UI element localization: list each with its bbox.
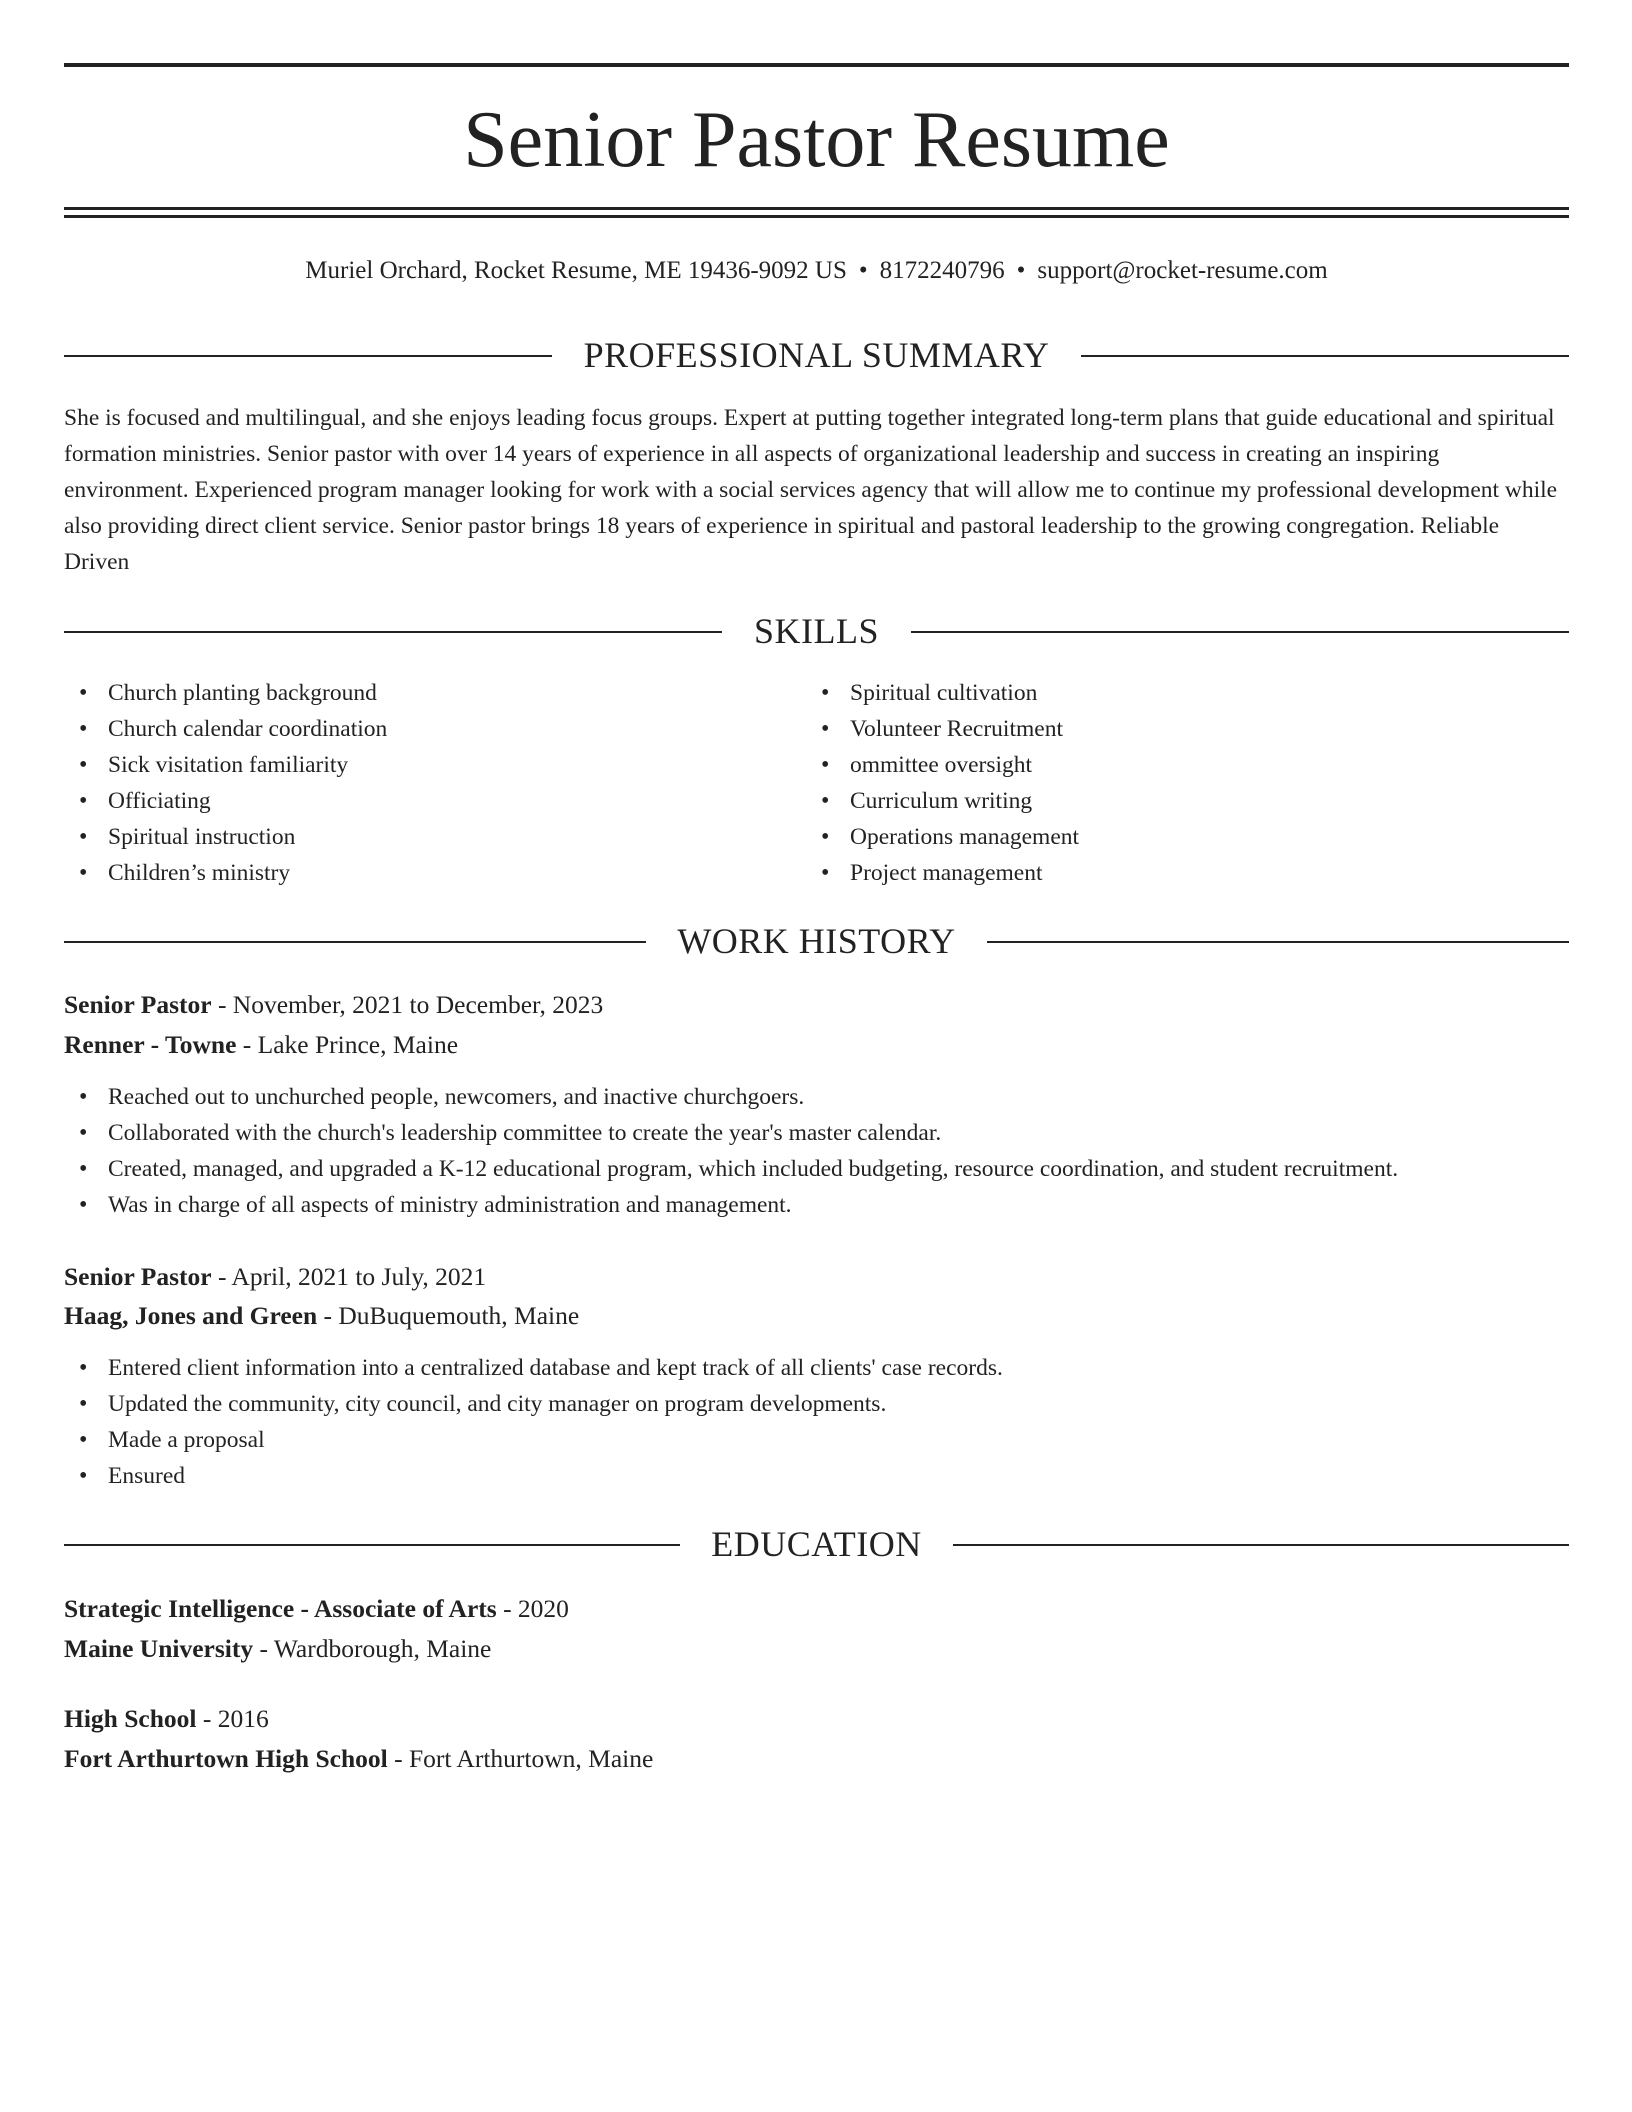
job-duty: • Collaborated with the church's leadership committee to create the year's master calendar. xyxy=(64,1115,1569,1151)
skill-item: • Spiritual instruction xyxy=(64,819,764,855)
summary-text: She is focused and multilingual, and she enjoys leading focus groups. Expert at putting together integrated long-term plans that guide educational and spiritual formation ministries. Senior pastor with over 14 years of experience in all aspects of organizational leadership and success in creating an inspiring environment. Experienced program manager looking for work with a social services agency that will allow me to continue my professional development while also providing direct client service. Senior pastor brings 18 years of experience in spiritual and pastoral leadership to the growing congregation. Reliable Driven xyxy=(64,405,1558,575)
skill-item: • ommittee oversight xyxy=(806,747,1506,783)
page-title: Senior Pastor Resume xyxy=(463,96,1170,184)
job-company-line xyxy=(64,1297,1569,1335)
job-location: - Lake Prince, Maine xyxy=(236,1030,459,1059)
job-duty: • Ensured xyxy=(64,1458,1569,1494)
job-duty: • Created, managed, and upgraded a K-12 educational program, which included budgeting, resource coordination, and student recruitment. xyxy=(64,1151,1569,1187)
education-location: - Wardborough, Maine xyxy=(253,1634,492,1663)
education-school: Fort Arthurtown High School xyxy=(64,1744,388,1773)
skill-item: • Officiating xyxy=(64,783,764,819)
skill-item: • Spiritual cultivation xyxy=(806,675,1506,711)
job-dates: - April, 2021 to July, 2021 xyxy=(211,1262,487,1291)
job-duty: • Reached out to unchurched people, newcomers, and inactive churchgoers. xyxy=(64,1079,1569,1115)
job-title: Senior Pastor xyxy=(64,1262,212,1291)
contact-phone: 8172240796 xyxy=(879,257,1005,284)
contact-email: support@rocket-resume.com xyxy=(1037,257,1328,284)
education-year: - 2020 xyxy=(496,1594,569,1623)
education-location: - Fort Arthurtown, Maine xyxy=(387,1744,654,1773)
job-duty: • Made a proposal xyxy=(64,1422,1569,1458)
education-heading-label: EDUCATION xyxy=(711,1524,922,1564)
education-school: Maine University xyxy=(64,1634,254,1663)
heading-rule-right xyxy=(987,941,1569,943)
skill-item: • Sick visitation familiarity xyxy=(64,747,764,783)
contact-address: Muriel Orchard, Rocket Resume, ME 19436-9092 US xyxy=(305,257,847,284)
work-heading xyxy=(64,919,1569,963)
skill-item: • Curriculum writing xyxy=(806,783,1506,819)
education-degree-line xyxy=(64,1590,1569,1628)
summary-heading xyxy=(64,333,1569,377)
heading-rule-right xyxy=(953,1544,1569,1546)
job-company: Haag, Jones and Green xyxy=(64,1301,318,1330)
job-title-line xyxy=(64,986,1569,1024)
skill-item: • Operations management xyxy=(806,819,1506,855)
skills-list-right xyxy=(806,675,1506,891)
job-duty: • Was in charge of all aspects of ministry administration and management. xyxy=(64,1187,1569,1223)
education-year: - 2016 xyxy=(196,1704,269,1733)
job-company-line xyxy=(64,1026,1569,1064)
job-duty: • Entered client information into a centralized database and kept track of all clients' case records. xyxy=(64,1350,1569,1386)
education-school-line xyxy=(64,1630,1569,1668)
skill-item: • Church planting background xyxy=(64,675,764,711)
top-rule xyxy=(64,63,1569,67)
skill-item: • Church calendar coordination xyxy=(64,711,764,747)
education-degree: High School xyxy=(64,1704,197,1733)
skills-heading xyxy=(64,609,1569,653)
job-location: - DuBuquemouth, Maine xyxy=(317,1301,580,1330)
heading-rule-right xyxy=(911,631,1569,633)
skills-list-left xyxy=(64,675,764,891)
heading-rule-right xyxy=(1081,355,1569,357)
education-heading xyxy=(64,1522,1569,1566)
education-degree: Strategic Intelligence - Associate of Arts xyxy=(64,1594,497,1623)
skills-heading-label: SKILLS xyxy=(753,611,879,651)
job-duties-list xyxy=(64,1350,1569,1494)
work-heading-label: WORK HISTORY xyxy=(677,921,956,961)
job-company: Renner - Towne xyxy=(64,1030,237,1059)
job-title-line xyxy=(64,1258,1569,1296)
title-rule-lower xyxy=(64,215,1569,218)
education-degree-line xyxy=(64,1700,1569,1738)
title-rule-upper xyxy=(64,207,1569,210)
contact-separator: • xyxy=(858,257,868,284)
skill-item: • Volunteer Recruitment xyxy=(806,711,1506,747)
job-dates: - November, 2021 to December, 2023 xyxy=(211,990,604,1019)
summary-heading-label: PROFESSIONAL SUMMARY xyxy=(583,335,1050,375)
contact-separator: • xyxy=(1016,257,1026,284)
skill-item: • Project management xyxy=(806,855,1506,891)
education-school-line xyxy=(64,1740,1569,1778)
skill-item: • Children’s ministry xyxy=(64,855,764,891)
job-duties-list xyxy=(64,1079,1569,1223)
contact-line xyxy=(64,253,1569,289)
job-duty: • Updated the community, city council, and city manager on program developments. xyxy=(64,1386,1569,1422)
job-title: Senior Pastor xyxy=(64,990,212,1019)
